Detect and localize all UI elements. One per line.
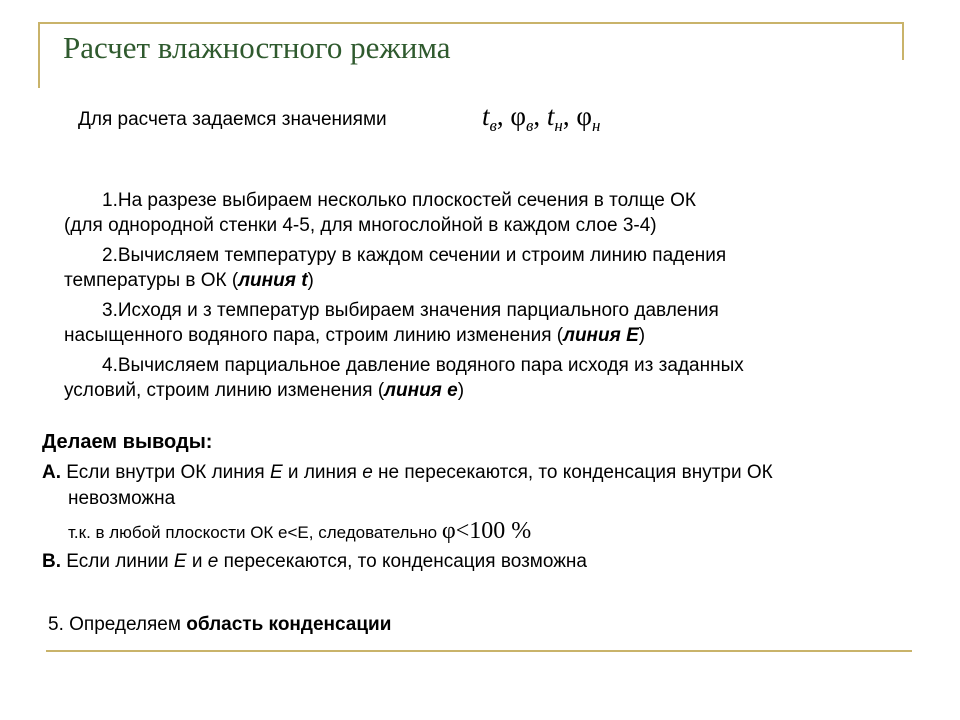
step-2-line-label: линия t	[238, 270, 308, 291]
step-3-line1: 3.Исходя и з температур выбираем значения парциального давления	[102, 300, 719, 321]
conclusion-b-label: В.	[42, 551, 61, 572]
conclusion-a-e: е	[362, 462, 373, 483]
phi-in-subscript: в	[526, 116, 534, 135]
conclusion-a	[42, 460, 773, 512]
t-symbol: t	[546, 101, 555, 131]
conclusion-a-E: Е	[269, 462, 283, 483]
conclusion-b-E: Е	[173, 551, 187, 572]
formula-sep: ,	[496, 101, 511, 131]
t-symbol: t	[482, 101, 490, 131]
step-2-line2-post: )	[307, 270, 314, 291]
step-3-line-label: линия E	[563, 325, 639, 346]
conclusion-b-post: пересекаются, то конденсация возможна	[218, 551, 587, 572]
conclusion-b-mid: и	[186, 551, 208, 572]
step-1-line1: 1.На разрезе выбираем несколько плоскостей сечения в толще ОК	[102, 190, 696, 211]
step-2-line1: 2.Вычисляем температуру в каждом сечении и строим линию падения	[102, 245, 727, 266]
step-1-line2: (для однородной стенки 4-5, для многослойной в каждом слое 3-4)	[64, 215, 657, 236]
step-4-line-label: линия е	[384, 380, 458, 401]
frame-top-line	[38, 22, 904, 24]
step-1	[64, 188, 884, 238]
frame-bottom-line	[46, 650, 912, 652]
step-2-line2-pre: температуры в ОК (	[64, 270, 239, 291]
intro-text: Для расчета задаемся значениями	[78, 109, 387, 130]
step-4	[64, 353, 884, 403]
formula-sep: ,	[533, 101, 547, 131]
phi-out-subscript: н	[591, 116, 601, 135]
note-formula: φ<100 %	[441, 518, 532, 544]
conclusion-b-e: е	[207, 551, 219, 572]
final-step	[48, 614, 391, 636]
step-4-line2-post: )	[457, 380, 465, 401]
conclusions-title: Делаем выводы:	[42, 431, 213, 453]
conclusion-b-pre: Если линии	[61, 551, 174, 572]
phi-symbol: φ	[510, 101, 526, 131]
conclusion-a-post: не пересекаются, то конденсация внутри ОК	[372, 462, 773, 483]
conclusion-b	[42, 549, 587, 575]
conclusion-note	[68, 518, 531, 545]
phi-symbol: φ	[576, 101, 592, 131]
final-step-pre: 5. Определяем	[48, 614, 187, 635]
conclusion-a-pre: Если внутри ОК линия	[61, 462, 270, 483]
t-out-subscript: н	[554, 116, 563, 135]
step-4-line2-pre: условий, строим линию изменения (	[64, 380, 385, 401]
step-4-line1: 4.Вычисляем парциальное давление водяного пара исходя из заданных	[102, 355, 744, 376]
formula-sep: ,	[562, 101, 577, 131]
input-values-formula	[482, 101, 600, 136]
slide-title: Расчет влажностного режима	[63, 30, 451, 65]
t-in-subscript: в	[489, 116, 497, 135]
conclusion-a-line2: невозможна	[68, 488, 176, 509]
step-3-line2-pre: насыщенного водяного пара, строим линию изменения (	[64, 325, 564, 346]
step-3	[64, 298, 884, 348]
final-step-bold: область конденсации	[186, 614, 392, 635]
conclusion-a-label: А.	[42, 462, 61, 483]
step-2	[64, 243, 884, 293]
step-3-line2-post: )	[638, 325, 646, 346]
frame-left-line	[38, 22, 40, 88]
frame-right-line	[902, 22, 904, 60]
note-text: т.к. в любой плоскости ОК е<Е, следовательно	[68, 523, 442, 542]
conclusion-a-mid: и линия	[282, 462, 363, 483]
